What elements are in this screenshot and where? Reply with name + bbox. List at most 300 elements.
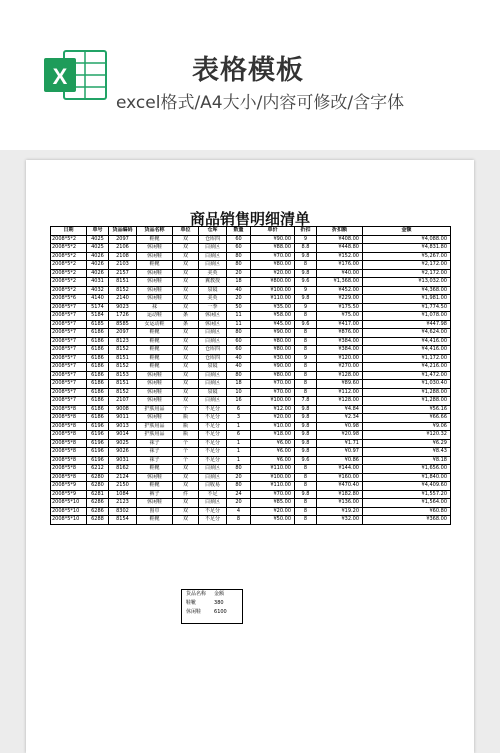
table-cell: ¥152.00 — [317, 252, 363, 261]
table-cell: ¥4.84 — [317, 405, 363, 414]
table-cell: 8585 — [109, 320, 137, 329]
table-cell: 休闲鞋 — [137, 371, 173, 380]
table-row — [51, 465, 451, 474]
table-cell: 6196 — [87, 422, 109, 431]
table-cell: ¥9.06 — [363, 422, 451, 431]
table-cell: 2140 — [109, 295, 137, 304]
table-cell: 个 — [173, 405, 199, 414]
table-cell: 双 — [173, 388, 199, 397]
table-cell: ¥100.00 — [251, 473, 295, 482]
table-cell: 鞋靴 — [137, 465, 173, 474]
table-cell: 袜子 — [137, 439, 173, 448]
table-cell: 休闲区 — [199, 320, 227, 329]
table-cell: 9.6 — [295, 320, 317, 329]
table-cell: ¥470.40 — [317, 482, 363, 491]
table-cell: 袜子 — [137, 456, 173, 465]
summary-header-cell: 金额 — [214, 591, 225, 597]
table-cell: ¥1,981.00 — [363, 295, 451, 304]
table-cell: 2106 — [109, 244, 137, 253]
table-cell: ¥128.00 — [317, 371, 363, 380]
table-cell: 不足分 — [199, 439, 227, 448]
table-cell: 白收易 — [199, 482, 227, 491]
table-cell: 休闲鞋 — [137, 269, 173, 278]
table-cell: 8151 — [109, 278, 137, 287]
table-cell: 双 — [173, 252, 199, 261]
table-cell: 6280 — [87, 482, 109, 491]
table-cell: 白须区 — [199, 380, 227, 389]
table-cell: 9031 — [109, 456, 137, 465]
table-cell: 1 — [227, 422, 251, 431]
table-row — [51, 482, 451, 491]
table-cell: 休闲鞋 — [137, 499, 173, 508]
table-cell: 4032 — [87, 286, 109, 295]
table-cell: ¥6.00 — [251, 439, 295, 448]
table-cell: 鞋靴 — [137, 261, 173, 270]
table-cell: 8 — [227, 516, 251, 525]
summary-row — [182, 599, 231, 608]
table-cell: ¥4,416.00 — [363, 346, 451, 355]
table-cell: 8 — [295, 465, 317, 474]
column-header: 单位 — [173, 227, 199, 236]
table-cell: 60 — [227, 346, 251, 355]
table-cell: ¥60.80 — [363, 507, 451, 516]
table-cell: 9.6 — [295, 278, 317, 287]
table-cell: 24 — [227, 490, 251, 499]
table-cell: 10 — [227, 388, 251, 397]
table-cell: 9.8 — [295, 295, 317, 304]
table-cell: ¥2,172.00 — [363, 261, 451, 270]
table-cell: ¥80.00 — [251, 371, 295, 380]
table-cell: ¥10.00 — [251, 422, 295, 431]
table-row — [51, 490, 451, 499]
table-cell: 2108 — [109, 252, 137, 261]
table-cell: 双 — [173, 261, 199, 270]
table-cell: ¥70.00 — [251, 490, 295, 499]
table-cell: 个 — [173, 448, 199, 457]
table-cell: 泉镜 — [199, 363, 227, 372]
table-cell: 8123 — [109, 337, 137, 346]
table-cell: 双 — [173, 465, 199, 474]
table-cell: 白须区 — [199, 244, 227, 253]
table-cell: 鞋靴 — [137, 354, 173, 363]
table-row — [51, 439, 451, 448]
table-cell: ¥1,557.20 — [363, 490, 451, 499]
table-cell: 鞋靴 — [137, 337, 173, 346]
table-cell: 6186 — [87, 388, 109, 397]
table-cell: 8 — [295, 473, 317, 482]
table-cell: 2008*5*8 — [51, 405, 87, 414]
table-cell: 8 — [295, 380, 317, 389]
table-cell: ¥80.00 — [251, 337, 295, 346]
table-cell: 2008*5*8 — [51, 456, 87, 465]
table-cell: ¥2.34 — [317, 414, 363, 423]
table-cell: 围巾 — [137, 507, 173, 516]
table-cell: ¥1,368.00 — [317, 278, 363, 287]
table-header-row — [51, 227, 451, 236]
table-cell: 瓶 — [173, 414, 199, 423]
table-cell: 20 — [227, 269, 251, 278]
table-cell: ¥70.00 — [251, 252, 295, 261]
table-cell: ¥384.00 — [317, 337, 363, 346]
table-cell: 2008*5*10 — [51, 499, 87, 508]
table-cell: 9.8 — [295, 448, 317, 457]
excel-icon — [42, 48, 108, 102]
table-cell: 鞋靴 — [137, 235, 173, 244]
table-cell: 2008*5*6 — [51, 295, 87, 304]
table-cell: 6 — [227, 405, 251, 414]
table-cell: ¥4,409.60 — [363, 482, 451, 491]
table-cell: ¥5,267.00 — [363, 252, 451, 261]
table-cell: 11 — [227, 312, 251, 321]
summary-cell: 6100 — [214, 609, 227, 615]
table-row — [51, 354, 451, 363]
summary-header-cell: 货品名称 — [186, 591, 207, 597]
table-cell: 瓶 — [173, 431, 199, 440]
table-cell: ¥18.00 — [251, 431, 295, 440]
table-cell: 2008*5*7 — [51, 363, 87, 372]
table-cell: ¥0.98 — [317, 422, 363, 431]
table-cell: 8152 — [109, 286, 137, 295]
table-cell: 2008*5*2 — [51, 252, 87, 261]
table-cell: ¥8.18 — [363, 456, 451, 465]
table-cell: 4025 — [87, 244, 109, 253]
table-cell: 4026 — [87, 269, 109, 278]
table-cell: 60 — [227, 235, 251, 244]
summary-header-row — [182, 590, 231, 599]
table-cell: 2008*5*7 — [51, 380, 87, 389]
summary-cell: 380 — [214, 600, 224, 606]
table-cell: 双 — [173, 329, 199, 338]
table-cell: 80 — [227, 371, 251, 380]
table-cell: 2008*5*7 — [51, 337, 87, 346]
table-cell: ¥13,032.00 — [363, 278, 451, 287]
table-cell: 20 — [227, 473, 251, 482]
table-cell: 2008*5*9 — [51, 482, 87, 491]
table-row — [51, 337, 451, 346]
table-cell: 裤子 — [137, 490, 173, 499]
table-cell: 6186 — [87, 346, 109, 355]
table-cell: 白须区 — [199, 252, 227, 261]
table-cell: ¥4,416.00 — [363, 337, 451, 346]
table-row — [51, 422, 451, 431]
table-cell: 2107 — [109, 397, 137, 406]
table-cell: 个 — [173, 456, 199, 465]
table-cell: 仓库四 — [199, 354, 227, 363]
table-cell: 休闲鞋 — [137, 295, 173, 304]
table-cell: ¥120.00 — [317, 354, 363, 363]
table-cell: 40 — [227, 363, 251, 372]
table-cell: 条 — [173, 320, 199, 329]
table-cell: 9.6 — [295, 456, 317, 465]
table-cell: 2008*5*7 — [51, 388, 87, 397]
svg-text:X: X — [52, 64, 68, 89]
table-cell: ¥20.00 — [251, 269, 295, 278]
table-cell: 1 — [227, 456, 251, 465]
table-cell: 2008*5*7 — [51, 346, 87, 355]
table-cell: ¥384.00 — [317, 346, 363, 355]
column-header: 数量 — [227, 227, 251, 236]
table-cell: 2008*5*8 — [51, 422, 87, 431]
table-cell: 2008*5*2 — [51, 286, 87, 295]
table-cell: 2008*5*2 — [51, 269, 87, 278]
table-cell: 护肤用品 — [137, 405, 173, 414]
table-cell: 8 — [295, 329, 317, 338]
table-cell: 白须区 — [199, 397, 227, 406]
table-cell: 8151 — [109, 380, 137, 389]
table-cell: 美英 — [199, 295, 227, 304]
table-row — [51, 456, 451, 465]
table-cell: 6186 — [87, 371, 109, 380]
table-cell: 翼教授 — [199, 278, 227, 287]
table-cell: 白须区 — [199, 261, 227, 270]
table-cell: 2157 — [109, 269, 137, 278]
table-cell: 6186 — [87, 405, 109, 414]
table-cell: 2008*5*7 — [51, 320, 87, 329]
table-cell: 80 — [227, 465, 251, 474]
table-cell: 9.8 — [295, 269, 317, 278]
table-cell: 9 — [295, 303, 317, 312]
table-cell: 双 — [173, 286, 199, 295]
table-cell: ¥32.00 — [317, 516, 363, 525]
column-header: 单号 — [87, 227, 109, 236]
column-header: 货品名称 — [137, 227, 173, 236]
table-cell: 休闲鞋 — [137, 397, 173, 406]
table-cell: 6186 — [87, 329, 109, 338]
table-cell: 20 — [227, 295, 251, 304]
table-cell: 18 — [227, 278, 251, 287]
table-cell: 双 — [173, 397, 199, 406]
table-cell: 鞋靴 — [137, 516, 173, 525]
column-header: 货品编码 — [109, 227, 137, 236]
table-cell: 双 — [173, 507, 199, 516]
table-cell: 泉镜 — [199, 388, 227, 397]
table-row — [51, 320, 451, 329]
table-cell: 11 — [227, 320, 251, 329]
table-cell: 1726 — [109, 312, 137, 321]
table-cell: ¥1,472.00 — [363, 371, 451, 380]
table-cell: ¥0.86 — [317, 456, 363, 465]
table-cell: 3 — [227, 414, 251, 423]
table-cell: 1084 — [109, 490, 137, 499]
table-cell: 双 — [173, 235, 199, 244]
page-title: 表格模板 — [192, 55, 304, 86]
table-cell: 8 — [295, 312, 317, 321]
table-cell: ¥2,172.00 — [363, 269, 451, 278]
table-cell: 2124 — [109, 473, 137, 482]
table-cell: 2103 — [109, 261, 137, 270]
table-cell: 休闲鞋 — [137, 252, 173, 261]
table-cell: 8152 — [109, 363, 137, 372]
table-cell: ¥20.98 — [317, 431, 363, 440]
table-cell: 8162 — [109, 465, 137, 474]
document-sheet — [26, 160, 474, 753]
table-cell: 9.8 — [295, 252, 317, 261]
table-cell: 60 — [227, 244, 251, 253]
table-cell: 6186 — [87, 337, 109, 346]
table-cell: 16 — [227, 397, 251, 406]
table-cell: 2097 — [109, 329, 137, 338]
table-cell: 鞋靴 — [137, 482, 173, 491]
table-cell: ¥112.00 — [317, 388, 363, 397]
table-cell: ¥448.80 — [317, 244, 363, 253]
table-cell: 休闲鞋 — [137, 244, 173, 253]
table-row — [51, 405, 451, 414]
table-cell: ¥6.00 — [251, 448, 295, 457]
table-cell: 2008*5*7 — [51, 312, 87, 321]
table-cell: 件 — [173, 490, 199, 499]
table-row — [51, 499, 451, 508]
table-cell: 6196 — [87, 448, 109, 457]
table-cell: 不足分 — [199, 448, 227, 457]
page-subtitle: excel格式/A4大小/内容可修改/含字体 — [116, 93, 405, 113]
table-cell: 9.8 — [295, 405, 317, 414]
table-cell: 双 — [173, 354, 199, 363]
table-cell: 9.8 — [295, 490, 317, 499]
table-cell: ¥58.00 — [251, 312, 295, 321]
table-cell: ¥50.00 — [251, 516, 295, 525]
table-cell: 80 — [227, 252, 251, 261]
table-cell: 8302 — [109, 507, 137, 516]
table-cell: 2008*5*7 — [51, 371, 87, 380]
table-cell: 18 — [227, 380, 251, 389]
table-cell: 双 — [173, 346, 199, 355]
header — [0, 0, 500, 150]
table-cell: ¥19.20 — [317, 507, 363, 516]
table-cell: ¥40.00 — [317, 269, 363, 278]
table-cell: ¥160.00 — [317, 473, 363, 482]
table-cell: 9011 — [109, 414, 137, 423]
table-cell: ¥1,840.00 — [363, 473, 451, 482]
column-header: 仓库 — [199, 227, 227, 236]
table-cell: 休闲鞋 — [137, 278, 173, 287]
table-cell: 2008*5*8 — [51, 414, 87, 423]
table-cell: 双 — [173, 278, 199, 287]
table-cell: 袜子 — [137, 448, 173, 457]
table-row — [51, 252, 451, 261]
table-cell: 8 — [295, 371, 317, 380]
table-cell: 6280 — [87, 473, 109, 482]
table-cell: 运动鞋 — [137, 312, 173, 321]
table-row — [51, 303, 451, 312]
table-cell: ¥4,831.80 — [363, 244, 451, 253]
table-cell: 2008*5*2 — [51, 261, 87, 270]
table-cell: 不足分 — [199, 456, 227, 465]
table-cell: 50 — [227, 303, 251, 312]
table-cell: 休闲鞋 — [137, 388, 173, 397]
table-cell: 2008*5*8 — [51, 465, 87, 474]
table-cell: ¥1,288.00 — [363, 397, 451, 406]
table-cell: 休闲区 — [199, 312, 227, 321]
table-cell: 不足分 — [199, 422, 227, 431]
table-cell: ¥100.00 — [251, 286, 295, 295]
table-cell: 双 — [173, 371, 199, 380]
table-cell: 鞋靴 — [137, 329, 173, 338]
table-row — [51, 286, 451, 295]
table-cell: 2008*5*8 — [51, 439, 87, 448]
table-cell: 8 — [295, 346, 317, 355]
table-cell: 不足分 — [199, 507, 227, 516]
table-cell: 白须区 — [199, 337, 227, 346]
table-cell: 4025 — [87, 235, 109, 244]
table-cell: 8152 — [109, 388, 137, 397]
table-cell: ¥270.00 — [317, 363, 363, 372]
table-cell: 9.8 — [295, 422, 317, 431]
table-cell: 8 — [295, 482, 317, 491]
table-cell: 6286 — [87, 499, 109, 508]
table-cell: ¥66.66 — [363, 414, 451, 423]
table-cell: 8 — [295, 499, 317, 508]
table-cell: 仓库四 — [199, 346, 227, 355]
table-row — [51, 329, 451, 338]
summary-row — [182, 608, 231, 617]
table-cell: ¥89.60 — [317, 380, 363, 389]
table-cell: 白须区 — [199, 329, 227, 338]
table-cell: 白须区 — [199, 465, 227, 474]
table-cell: 6286 — [87, 507, 109, 516]
table-cell: ¥447.98 — [363, 320, 451, 329]
table-cell: ¥80.00 — [251, 346, 295, 355]
table-cell: ¥80.00 — [251, 261, 295, 270]
table-row — [51, 397, 451, 406]
table-row — [51, 295, 451, 304]
table-row — [51, 414, 451, 423]
table-cell: 不足分 — [199, 405, 227, 414]
table-cell: 8 — [295, 261, 317, 270]
table-cell: ¥35.00 — [251, 303, 295, 312]
table-cell: ¥144.00 — [317, 465, 363, 474]
table-cell: 40 — [227, 286, 251, 295]
table-cell: ¥90.00 — [251, 329, 295, 338]
table-row — [51, 261, 451, 270]
table-cell: ¥20.00 — [251, 507, 295, 516]
table-cell: ¥1,564.00 — [363, 499, 451, 508]
table-cell: ¥90.00 — [251, 235, 295, 244]
table-cell: ¥85.00 — [251, 499, 295, 508]
table-cell: 1 — [227, 448, 251, 457]
table-cell: 6281 — [87, 490, 109, 499]
table-cell: 鞋靴 — [137, 346, 173, 355]
table-cell: ¥0.97 — [317, 448, 363, 457]
table-cell: 休闲鞋 — [137, 473, 173, 482]
table-row — [51, 244, 451, 253]
table-cell: ¥6.29 — [363, 439, 451, 448]
table-cell: 80 — [227, 482, 251, 491]
table-cell: ¥8.43 — [363, 448, 451, 457]
table-cell: 不足 — [199, 490, 227, 499]
table-cell: ¥452.00 — [317, 286, 363, 295]
table-cell: ¥876.00 — [317, 329, 363, 338]
table-cell: 双 — [173, 363, 199, 372]
table-cell: 9 — [295, 354, 317, 363]
table-cell: 8 — [295, 337, 317, 346]
table-cell: 6196 — [87, 439, 109, 448]
table-row — [51, 516, 451, 525]
table-cell: 2008*5*2 — [51, 244, 87, 253]
table-cell: 2008*5*7 — [51, 354, 87, 363]
column-header: 折扣 — [295, 227, 317, 236]
table-cell: ¥90.00 — [251, 363, 295, 372]
table-row — [51, 346, 451, 355]
table-cell: 20 — [227, 499, 251, 508]
table-row — [51, 371, 451, 380]
table-cell: 护肤用品 — [137, 431, 173, 440]
table-cell: 8153 — [109, 371, 137, 380]
table-cell: 休闲鞋 — [137, 286, 173, 295]
table-cell: 6185 — [87, 320, 109, 329]
table-cell: 2008*5*7 — [51, 329, 87, 338]
table-cell: 8 — [295, 388, 317, 397]
table-cell: ¥417.00 — [317, 320, 363, 329]
